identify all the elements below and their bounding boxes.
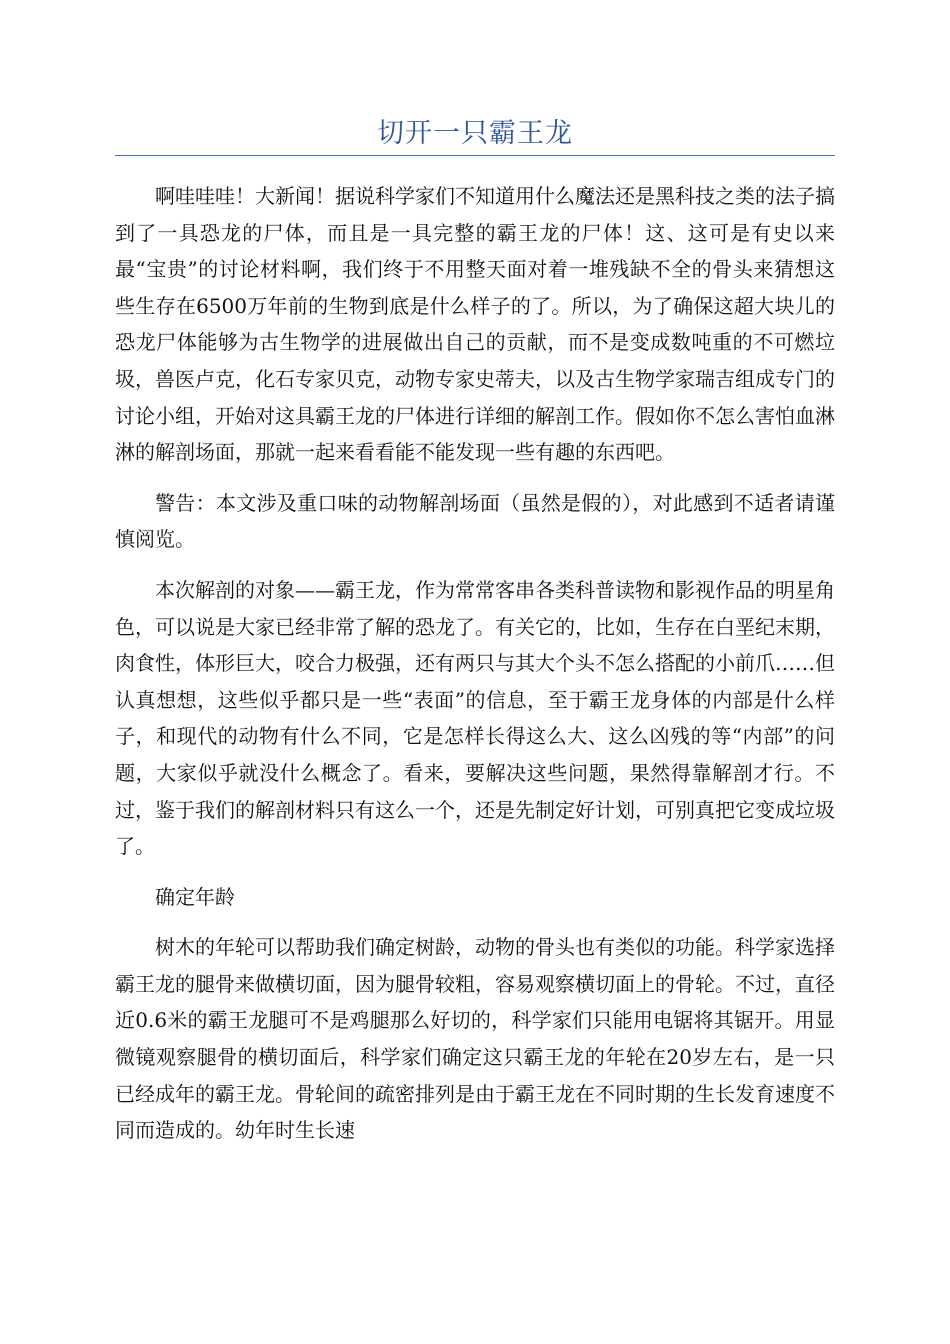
title-underline [115,155,835,156]
document-title: 切开一只霸王龙 [377,118,573,149]
paragraph-subject: 本次解剖的对象——霸王龙，作为常常客串各类科普读物和影视作品的明星角色，可以说是大家已经非常了解的恐龙了。有关它的，比如，生存在白垩纪末期，肉食性，体形巨大，咬合力极强，还有两只与其大个头不怎么搭配的小前爪……但认真想想，这些似乎都只是一些“表面”的信息，至于霸王龙身体的内部是什么样子，和现代的动物有什么不同，它是怎样长得这么大、这么凶残的等“内部”的问题，大家似乎就没什么概念了。看来，要解决这些问题，果然得靠解剖才行。不过，鉴于我们的解剖材料只有这么一个，还是先制定好计划，可别真把它变成垃圾了。 [115,577,835,859]
paragraph-intro: 啊哇哇哇！大新闻！据说科学家们不知道用什么魔法还是黑科技之类的法子搞到了一具恐龙的尸体，而且是一具完整的霸王龙的尸体！这、这可是有史以来最“宝贵”的讨论材料啊，我们终于不用整天面对着一堆残缺不全的骨头来猜想这些生存在6500万年前的生物到底是什么样子的了。所以，为了确保这超大块儿的恐龙尸体能够为古生物学的进展做出自己的贡献，而不是变成数吨重的不可燃垃圾，兽医卢克，化石专家贝克，动物专家史蒂夫，以及古生物学家瑞吉组成专门的讨论小组，开始对这具霸王龙的尸体进行详细的解剖工作。假如你不怎么害怕血淋淋的解剖场面，那就一起来看看能不能发现一些有趣的东西吧。 [115,184,835,465]
section-heading-age: 确定年龄 [155,884,235,909]
paragraph-age: 树木的年轮可以帮助我们确定树龄，动物的骨头也有类似的功能。科学家选择霸王龙的腿骨来做横切面，因为腿骨较粗，容易观察横切面上的骨轮。不过，直径近0.6米的霸王龙腿可不是鸡腿那么好切的，科学家们只能用电锯将其锯开。用显微镜观察腿骨的横切面后，科学家们确定这只霸王龙的年轮在20岁左右，是一只已经成年的霸王龙。骨轮间的疏密排列是由于霸王龙在不同时期的生长发育速度不同而造成的。幼年时生长速 [115,935,835,1143]
document-body [115,178,835,1163]
paragraph-warning: 警告：本文涉及重口味的动物解剖场面（虽然是假的），对此感到不适者请谨慎阅览。 [115,490,835,552]
